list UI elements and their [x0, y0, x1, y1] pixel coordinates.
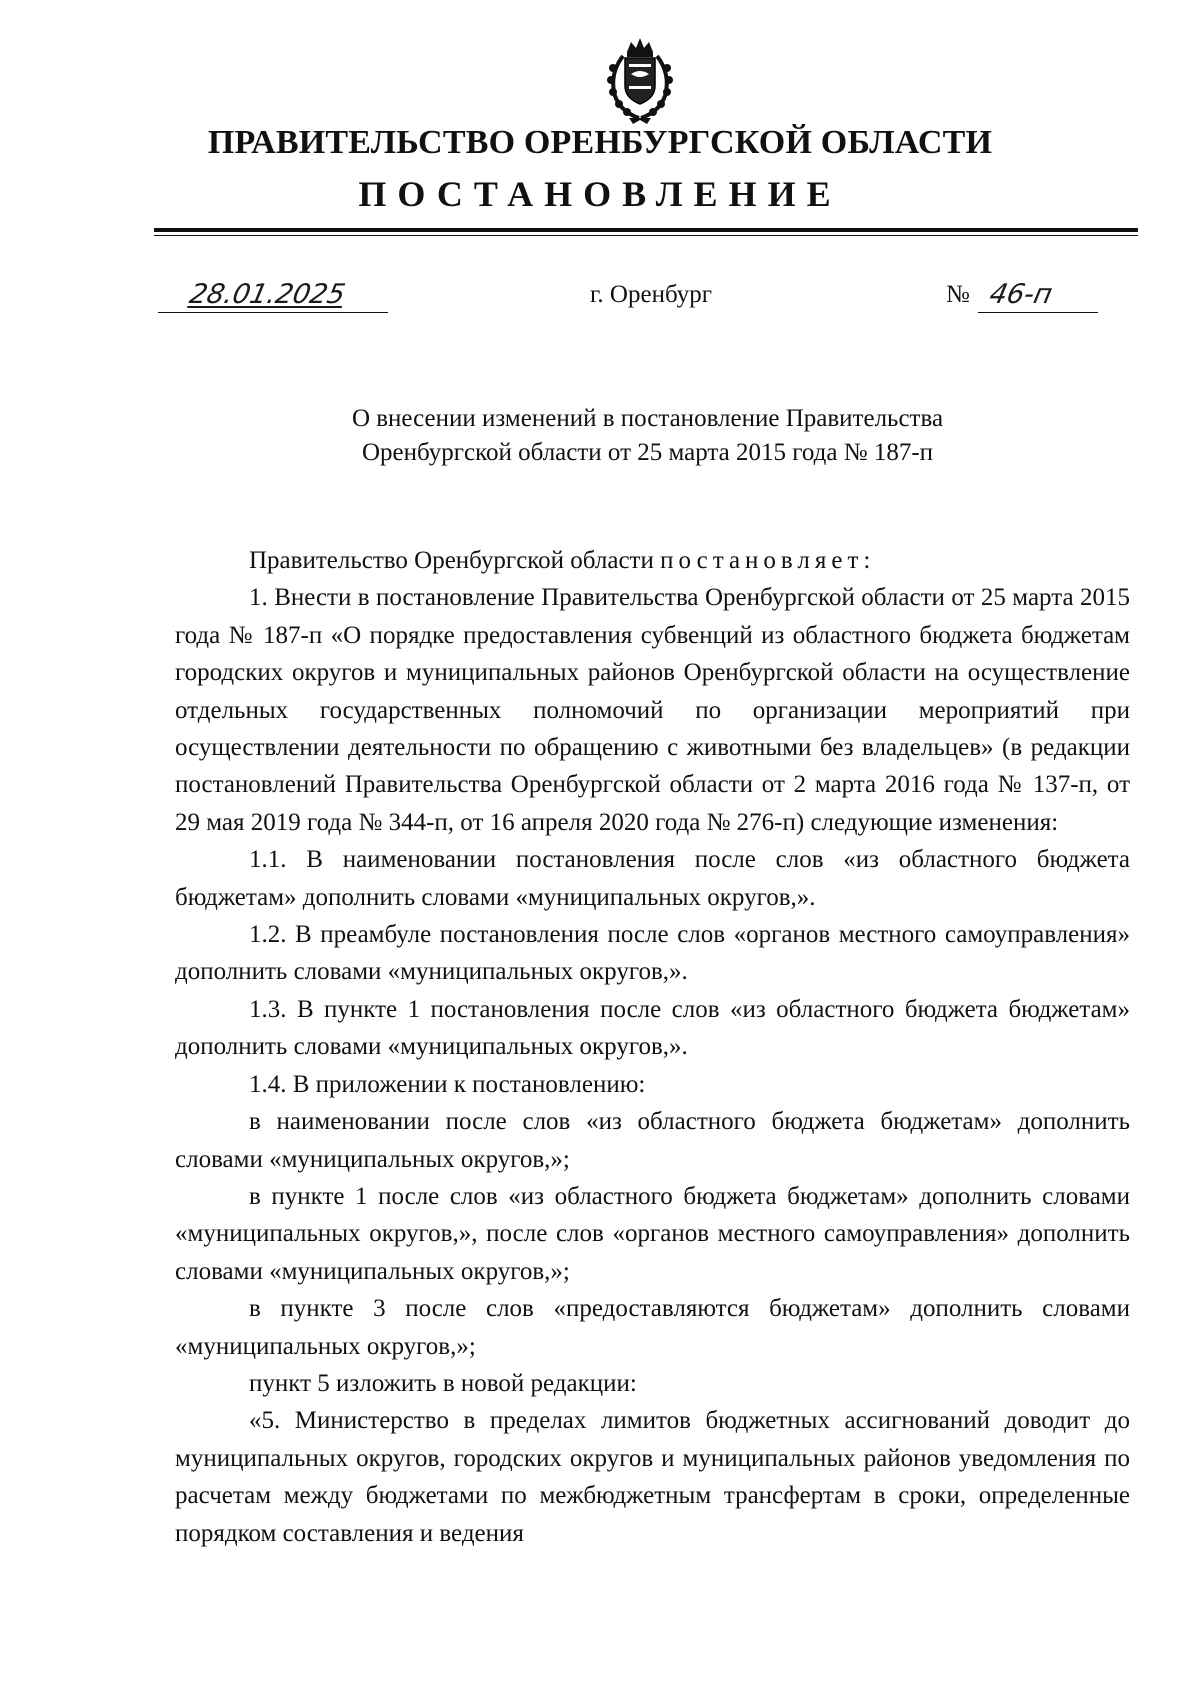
header-rule-thin	[154, 235, 1138, 236]
paragraph-point-1-change: в пункте 1 после слов «из областного бюджета бюджетам» дополнить словами «муниципальных округов,», после слов «органов местного самоуправления» дополнить словами «муниципальных округов,»;	[175, 1182, 1130, 1285]
document-subject	[0, 402, 1200, 470]
date-underline	[158, 312, 388, 313]
body-intro	[175, 542, 1130, 579]
handwritten-date: 28.01.2025	[186, 279, 348, 310]
paragraph-1-1: 1.1. В наименовании постановления после слов «из областного бюджета бюджетам» дополнить словами «муниципальных округов,».	[175, 846, 1130, 911]
number-field	[978, 276, 1098, 316]
paragraph-1-4: 1.4. В приложении к постановлению:	[249, 1070, 646, 1098]
number-underline	[978, 312, 1098, 313]
paragraph-1: 1. Внести в постановление Правительства Оренбургской области от 25 марта 2015 года № 187-п «О порядке предоставления субвенций из областного бюджета бюджетам городских округов и муниципальных районов Оренбургской области на осуществление отдельных государственных полномочий по организации мероприятий при осуществлении деятельности по обращению с животными без владельцев» (в редакции постановлений Правительства Оренбургской области от 2 марта 2016 года № 137-п, от 29 мая 2019 года № 344-п, от 16 апреля 2020 года № 276-п) следующие изменения:	[175, 584, 1130, 836]
document-type: ПОСТАНОВЛЕНИЕ	[358, 174, 842, 214]
number-label: №	[946, 281, 970, 308]
paragraph-1-2: 1.2. В преамбуле постановления после слов «органов местного самоуправления» дополнить словами «муниципальных округов,».	[175, 921, 1130, 986]
paragraph-name-change: в наименовании после слов «из областного бюджета бюджетам» дополнить словами «муниципальных округов,»;	[175, 1108, 1130, 1173]
paragraph-1-3: 1.3. В пункте 1 постановления после слов «из областного бюджета бюджетам» дополнить словами «муниципальных округов,».	[175, 995, 1130, 1061]
oblast-coat-of-arms-icon	[601, 34, 679, 126]
paragraph-point-5-intro: пункт 5 изложить в новой редакции:	[249, 1369, 637, 1397]
paragraph-point-3-change: в пункте 3 после слов «предоставляются бюджетам» дополнить словами «муниципальных округов,»;	[175, 1295, 1130, 1360]
subject-line-1: О внесении изменений в постановление Правительства	[351, 405, 944, 432]
city-name: г. Оренбург	[590, 281, 712, 308]
document-body	[175, 542, 1130, 1552]
organization-name: ПРАВИТЕЛЬСТВО ОРЕНБУРГСКОЙ ОБЛАСТИ	[207, 124, 993, 161]
paragraph-point-5-new-text: «5. Министерство в пределах лимитов бюджетных ассигнований доводит до муниципальных округов, городских округов и муниципальных районов уведомления по расчетам между бюджетами по межбюджетным трансфертам в сроки, определенные порядком составления и ведения	[175, 1407, 1130, 1547]
intro-prefix: Правительство Оренбургской области	[249, 547, 661, 574]
subject-line-2: Оренбургской области от 25 марта 2015 года № 187-п	[361, 439, 934, 466]
handwritten-number: 46-п	[986, 279, 1056, 310]
date-field	[158, 276, 388, 316]
header-rule-thick	[154, 228, 1138, 232]
intro-spaced-verb: постановляет:	[660, 547, 876, 574]
